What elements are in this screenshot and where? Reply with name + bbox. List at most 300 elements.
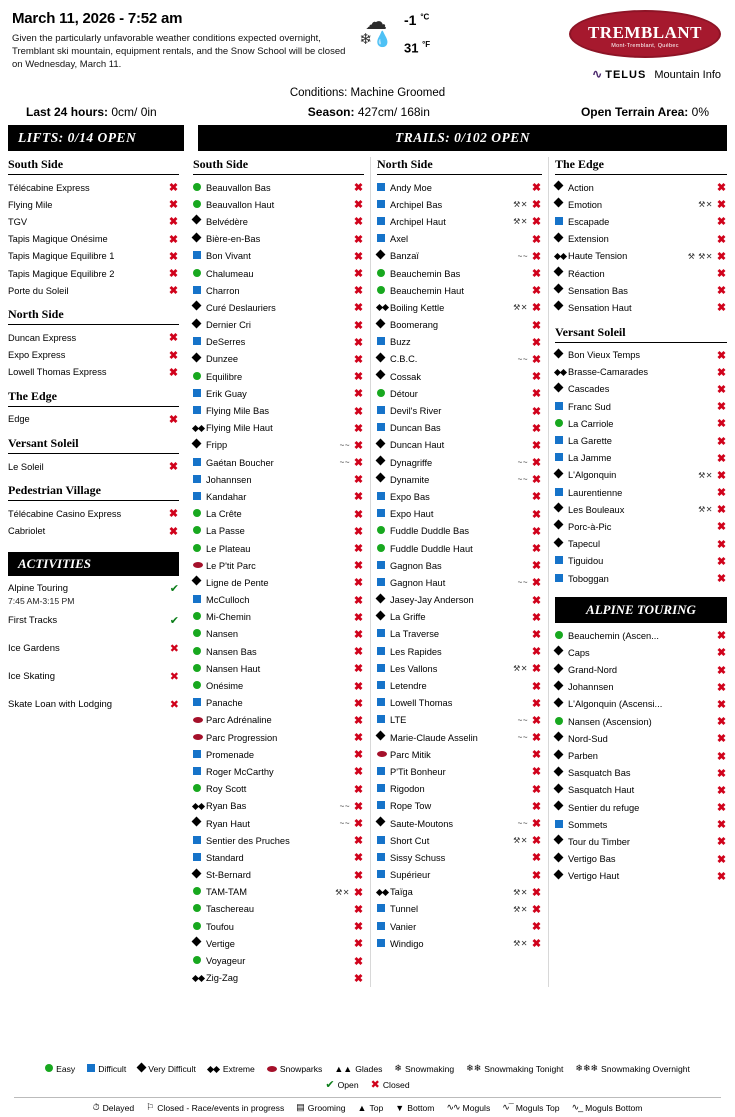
alpine-touring-status (716, 732, 727, 745)
black-diamond-icon (192, 817, 202, 827)
lift-section-title: Pedestrian Village (8, 483, 179, 501)
lift-row[interactable] (8, 179, 179, 196)
trail-difficulty-icon (555, 436, 568, 446)
lift-name: TGV (8, 216, 28, 227)
trail-row[interactable] (193, 781, 364, 798)
lift-row[interactable] (8, 213, 179, 230)
trail-row[interactable] (555, 196, 727, 213)
trail-row[interactable] (377, 213, 542, 230)
alpine-touring-status (716, 784, 727, 797)
weather-temps (400, 12, 430, 55)
status-closed-icon: ✖ (716, 250, 727, 263)
trail-row[interactable] (377, 781, 542, 798)
black-diamond-icon (376, 249, 386, 259)
activity-name: Skate Loan with Lodging (8, 699, 113, 711)
status-closed-icon: ✖ (353, 405, 364, 418)
trails-col-3 (549, 157, 727, 987)
trail-difficulty-icon (555, 235, 568, 244)
black-diamond-icon (376, 593, 386, 603)
trail-name: Bière-en-Bas (206, 234, 261, 245)
black-diamond-icon (554, 198, 564, 208)
trail-row[interactable] (555, 213, 727, 230)
lift-row[interactable] (8, 364, 179, 381)
trail-row[interactable] (555, 398, 727, 415)
alpine-touring-row[interactable] (555, 816, 727, 833)
trail-row[interactable] (193, 402, 364, 419)
trail-row[interactable] (193, 626, 364, 643)
black-diamond-icon (554, 869, 564, 879)
trail-row[interactable] (377, 849, 542, 866)
trail-status (531, 387, 542, 400)
trail-difficulty-icon (193, 458, 206, 468)
trail-row[interactable] (193, 643, 364, 660)
trail-row[interactable] (377, 815, 542, 832)
lift-status (168, 460, 179, 473)
trail-row[interactable] (555, 364, 727, 381)
trail-difficulty-icon (193, 286, 206, 296)
trail-status (353, 215, 364, 228)
trail-status (716, 366, 727, 379)
lift-status (168, 525, 179, 538)
black-diamond-icon (192, 318, 202, 328)
trail-row[interactable] (193, 592, 364, 609)
trail-row[interactable] (193, 179, 364, 196)
trail-row[interactable] (193, 506, 364, 523)
alpine-touring-row[interactable] (555, 627, 727, 644)
trail-row[interactable] (193, 248, 364, 265)
trail-name: Sensation Bas (568, 285, 628, 296)
status-closed-icon: ✖ (531, 697, 542, 710)
trail-row[interactable] (193, 935, 364, 952)
trail-status (531, 439, 542, 452)
trail-row[interactable] (377, 231, 542, 248)
alpine-touring-name: Nord-Sud (568, 733, 608, 744)
alpine-touring-row[interactable] (555, 868, 727, 885)
double-diamond-icon (555, 368, 567, 377)
trail-badges: ~~ (517, 819, 528, 829)
trail-row[interactable] (377, 832, 542, 849)
trail-row[interactable] (377, 506, 542, 523)
trail-row[interactable] (377, 248, 542, 265)
alpine-touring-status (716, 664, 727, 677)
status-closed-icon: ✖ (353, 663, 364, 676)
trail-name: Jasey-Jay Anderson (390, 595, 474, 606)
trail-row[interactable] (193, 729, 364, 746)
trail-row[interactable] (193, 351, 364, 368)
trail-row[interactable] (377, 454, 542, 471)
black-diamond-icon (554, 181, 564, 191)
trail-row[interactable] (377, 540, 542, 557)
status-closed-icon: ✖ (531, 766, 542, 779)
trail-row[interactable] (193, 832, 364, 849)
status-closed-icon: ✖ (716, 216, 727, 229)
blue-square-icon (193, 251, 201, 259)
status-closed-icon: ✖ (531, 886, 542, 899)
trail-row[interactable] (193, 385, 364, 402)
trail-row[interactable] (377, 626, 542, 643)
trail-row[interactable] (377, 901, 542, 918)
status-closed-icon: ✖ (531, 577, 542, 590)
status-closed-icon: ✖ (169, 671, 179, 684)
trail-row[interactable] (555, 432, 727, 449)
trail-row[interactable] (377, 712, 542, 729)
status-closed-icon: ✖ (168, 508, 179, 521)
telus-row (472, 67, 721, 81)
blue-square-icon (377, 629, 385, 637)
blue-square-icon (377, 423, 385, 431)
trail-row[interactable] (193, 213, 364, 230)
trail-row[interactable] (193, 196, 364, 213)
trail-status (353, 336, 364, 349)
trail-row[interactable] (193, 420, 364, 437)
moguls-icon: ∿∿ (446, 1102, 460, 1112)
trail-row[interactable] (377, 317, 542, 334)
black-diamond-icon (192, 215, 202, 225)
trail-difficulty-icon (193, 716, 206, 725)
trail-row[interactable] (377, 574, 542, 591)
lift-name: Tapis Magique Onésime (8, 234, 108, 245)
activity-row[interactable] (8, 612, 179, 630)
trail-name: Nansen Haut (206, 663, 261, 674)
trail-row[interactable] (555, 518, 727, 535)
blue-square-icon (193, 458, 201, 466)
blue-square-icon (377, 664, 385, 672)
trail-row[interactable] (555, 536, 727, 553)
trail-name: Windigo (390, 938, 424, 949)
trail-row[interactable] (377, 351, 542, 368)
status-closed-icon: ✖ (716, 819, 727, 832)
trail-status (716, 250, 727, 263)
trail-difficulty-icon (377, 888, 390, 897)
status-closed-icon: ✖ (531, 302, 542, 315)
status-closed-icon: ✖ (168, 285, 179, 298)
status-closed-icon: ✖ (716, 521, 727, 534)
trail-row[interactable] (377, 437, 542, 454)
trail-row[interactable] (377, 385, 542, 402)
lift-row[interactable] (8, 347, 179, 364)
trail-difficulty-icon (193, 767, 206, 777)
season-value: 427cm/ 168in (357, 105, 430, 119)
trail-name: Supérieur (390, 870, 431, 881)
trail-difficulty-icon (193, 441, 206, 450)
activity-hours: 7:45 AM-3:15 PM (8, 595, 75, 606)
trail-row[interactable] (193, 763, 364, 780)
trail-row[interactable] (193, 867, 364, 884)
trail-row[interactable] (555, 484, 727, 501)
status-closed-icon: ✖ (353, 921, 364, 934)
trail-row[interactable] (193, 901, 364, 918)
trail-row[interactable] (377, 677, 542, 694)
trail-name: Bon Vivant (206, 251, 251, 262)
alpine-touring-row[interactable] (555, 747, 727, 764)
alpine-touring-row[interactable] (555, 696, 727, 713)
trail-difficulty-icon (193, 836, 206, 846)
trail-row[interactable] (555, 553, 727, 570)
lift-row[interactable] (8, 282, 179, 299)
trail-row[interactable] (555, 282, 727, 299)
activity-name: Ice Gardens (8, 643, 60, 655)
glades-icon: ▲▲ (334, 1063, 353, 1074)
alpine-touring-row[interactable] (555, 833, 727, 850)
trail-row[interactable] (193, 368, 364, 385)
trail-row[interactable] (377, 918, 542, 935)
trail-row[interactable] (555, 347, 727, 364)
alpine-touring-row[interactable] (555, 713, 727, 730)
lift-row[interactable] (8, 505, 179, 522)
status-closed-icon: ✖ (531, 474, 542, 487)
trail-row[interactable] (377, 660, 542, 677)
trail-difficulty-icon (193, 475, 206, 485)
trail-row[interactable] (193, 523, 364, 540)
trail-row[interactable] (193, 918, 364, 935)
trail-row[interactable] (193, 299, 364, 316)
trail-status (353, 748, 364, 761)
alpine-touring-row[interactable] (555, 799, 727, 816)
season-label: Season: (307, 105, 355, 119)
trail-name: Porc-à-Pic (568, 521, 612, 532)
alpine-touring-banner: ALPINE TOURING (555, 597, 727, 623)
trail-row[interactable] (377, 643, 542, 660)
trail-status (353, 594, 364, 607)
trail-name: Ryan Bas (206, 801, 247, 812)
trail-row[interactable] (377, 867, 542, 884)
trail-row[interactable] (193, 815, 364, 832)
trail-row[interactable] (555, 248, 727, 265)
trail-row[interactable] (555, 415, 727, 432)
trail-row[interactable] (193, 265, 364, 282)
status-closed-icon: ✖ (353, 903, 364, 916)
trail-difficulty-icon (377, 475, 390, 484)
trail-status (531, 851, 542, 864)
alpine-touring-row[interactable] (555, 662, 727, 679)
alpine-touring-row[interactable] (555, 644, 727, 661)
trail-row[interactable] (555, 450, 727, 467)
activity-row[interactable] (8, 640, 179, 658)
trail-status (531, 233, 542, 246)
blue-square-icon (377, 561, 385, 569)
blue-square-icon (555, 436, 563, 444)
status-closed-icon: ✖ (353, 302, 364, 315)
trail-row[interactable] (377, 884, 542, 901)
alpine-touring-name: Beauchemin (Ascen... (568, 630, 659, 641)
trail-row[interactable] (377, 196, 542, 213)
trail-row[interactable] (555, 467, 727, 484)
spacer (8, 686, 179, 696)
status-closed-icon: ✖ (353, 457, 364, 470)
trail-difficulty-icon (377, 269, 390, 279)
black-diamond-icon (554, 783, 564, 793)
trail-row[interactable] (193, 471, 364, 488)
blue-square-icon (377, 681, 385, 689)
trail-difficulty-icon (377, 372, 390, 381)
trail-difficulty-icon (555, 488, 568, 498)
trail-difficulty-icon (555, 752, 568, 761)
trail-name: Escapade (568, 216, 610, 227)
trail-row[interactable] (377, 523, 542, 540)
trail-status (353, 817, 364, 830)
lift-row[interactable] (8, 265, 179, 282)
tremblant-logo (569, 10, 721, 58)
lift-row[interactable] (8, 196, 179, 213)
trail-name: Les Vallons (390, 663, 438, 674)
trail-row[interactable] (377, 557, 542, 574)
trail-row[interactable] (193, 557, 364, 574)
lift-row[interactable] (8, 231, 179, 248)
trail-row[interactable] (377, 402, 542, 419)
alpine-touring-row[interactable] (555, 782, 727, 799)
trail-row[interactable] (377, 798, 542, 815)
trail-row[interactable] (377, 334, 542, 351)
trail-row[interactable] (193, 609, 364, 626)
trail-row[interactable] (193, 746, 364, 763)
alpine-touring-row[interactable] (555, 765, 727, 782)
trail-row[interactable] (377, 592, 542, 609)
trail-row[interactable] (377, 763, 542, 780)
black-diamond-icon (554, 663, 564, 673)
trail-difficulty-icon (193, 251, 206, 261)
trail-badges: ⚒✕ (513, 664, 528, 674)
trail-difficulty-icon (377, 526, 390, 536)
trail-row[interactable] (193, 317, 364, 334)
trail-row[interactable] (377, 609, 542, 626)
alpine-touring-row[interactable] (555, 730, 727, 747)
trail-row[interactable] (377, 729, 542, 746)
trail-status (716, 486, 727, 499)
trail-badges: ⚒✕ (698, 505, 713, 515)
trail-status (353, 508, 364, 521)
alpine-touring-row[interactable] (555, 679, 727, 696)
lift-row[interactable] (8, 522, 179, 539)
report-datetime: March 11, 2026 - 7:52 am (12, 10, 183, 27)
spacer (8, 658, 179, 668)
trail-row[interactable] (193, 454, 364, 471)
alpine-touring-name: Johannsen (568, 682, 614, 693)
trail-row[interactable] (193, 574, 364, 591)
activity-row[interactable] (8, 668, 179, 686)
status-closed-icon: ✖ (353, 835, 364, 848)
trail-difficulty-icon (193, 802, 206, 811)
alpine-touring-row[interactable] (555, 851, 727, 868)
trail-row[interactable] (193, 712, 364, 729)
trail-row[interactable] (377, 471, 542, 488)
trail-row[interactable] (193, 540, 364, 557)
lift-name: Flying Mile (8, 199, 53, 210)
trail-status (353, 697, 364, 710)
status-closed-icon: ✖ (716, 538, 727, 551)
trail-row[interactable] (193, 849, 364, 866)
trail-row[interactable] (555, 299, 727, 316)
trail-row[interactable] (555, 570, 727, 587)
trail-row[interactable] (377, 695, 542, 712)
trail-row[interactable] (377, 935, 542, 952)
lift-row[interactable] (8, 411, 179, 428)
status-closed-icon: ✖ (353, 525, 364, 538)
trail-row[interactable] (555, 381, 727, 398)
trail-difficulty-icon (555, 217, 568, 227)
alpine-touring-name: Caps (568, 647, 590, 658)
trail-difficulty-icon (555, 471, 568, 480)
trail-row[interactable] (193, 677, 364, 694)
spacer (8, 714, 179, 724)
trail-row[interactable] (193, 695, 364, 712)
lift-name: Tapis Magique Equilibre 2 (8, 268, 115, 279)
trail-status (353, 662, 364, 675)
fahrenheit-unit: °F (422, 40, 431, 49)
trail-difficulty-icon (555, 648, 568, 657)
trail-name: Ligne de Pente (206, 577, 269, 588)
trail-status (531, 886, 542, 899)
trail-status (353, 542, 364, 555)
trail-row[interactable] (193, 488, 364, 505)
status-closed-icon: ✖ (353, 319, 364, 332)
trail-row[interactable] (377, 368, 542, 385)
trail-row[interactable] (555, 179, 727, 196)
trail-row[interactable] (193, 952, 364, 969)
trail-status (716, 503, 727, 516)
trail-row[interactable] (377, 420, 542, 437)
trail-row[interactable] (193, 660, 364, 677)
trail-row[interactable] (377, 282, 542, 299)
trail-row[interactable] (377, 265, 542, 282)
trail-row[interactable] (193, 437, 364, 454)
lift-row[interactable] (8, 248, 179, 265)
trail-name: Cascades (568, 384, 610, 395)
blue-square-icon (377, 647, 385, 655)
trail-difficulty-icon (193, 784, 206, 794)
status-closed-icon: ✖ (168, 366, 179, 379)
snowpark-icon (377, 751, 387, 757)
status-closed-icon: ✖ (531, 216, 542, 229)
black-diamond-icon (192, 301, 202, 311)
trail-row[interactable] (555, 231, 727, 248)
trail-row[interactable] (377, 488, 542, 505)
lift-row[interactable] (8, 329, 179, 346)
trail-difficulty-icon (377, 629, 390, 639)
trail-row[interactable] (193, 970, 364, 987)
trail-name: Tiguidou (568, 556, 604, 567)
trail-difficulty-icon (193, 629, 206, 639)
trail-row[interactable] (377, 299, 542, 316)
trail-difficulty-icon (377, 853, 390, 863)
trail-difficulty-icon (555, 183, 568, 192)
status-closed-icon: ✖ (531, 663, 542, 676)
status-closed-icon: ✖ (531, 268, 542, 281)
trail-row[interactable] (555, 501, 727, 518)
trail-row[interactable] (193, 798, 364, 815)
trail-row[interactable] (193, 231, 364, 248)
snowpark-icon (193, 562, 203, 568)
status-closed-icon: ✖ (168, 250, 179, 263)
snow-rain-icon: ❄💧 (359, 31, 393, 48)
trail-status (353, 233, 364, 246)
blue-square-icon (193, 853, 201, 861)
lift-row[interactable] (8, 458, 179, 475)
trail-row[interactable] (377, 179, 542, 196)
trail-status (353, 834, 364, 847)
activity-row[interactable] (8, 696, 179, 714)
trail-row[interactable] (193, 282, 364, 299)
trail-status (353, 920, 364, 933)
trail-row[interactable] (555, 265, 727, 282)
trail-row[interactable] (377, 746, 542, 763)
status-closed-icon: ✖ (353, 783, 364, 796)
trail-status (353, 937, 364, 950)
trail-difficulty-icon (555, 631, 568, 641)
status-closed-icon: ✖ (531, 646, 542, 659)
status-closed-icon: ✖ (353, 766, 364, 779)
trail-row[interactable] (193, 884, 364, 901)
trail-row[interactable] (193, 334, 364, 351)
